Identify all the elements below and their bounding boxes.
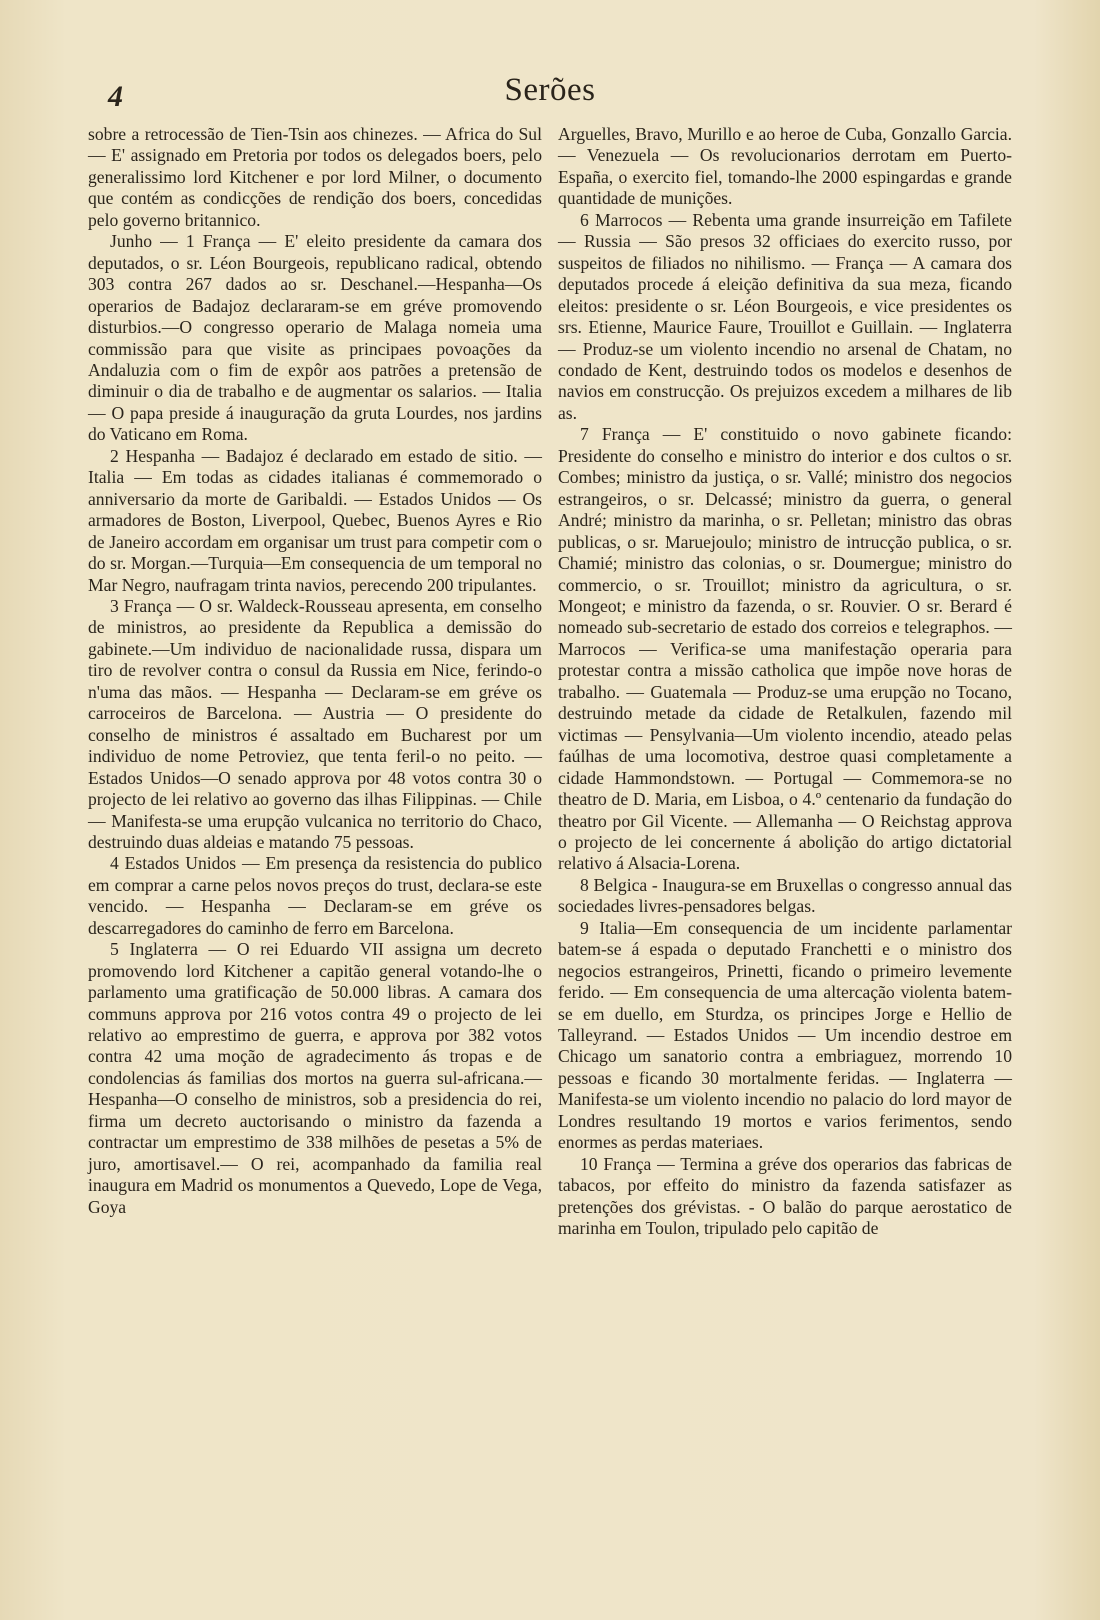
paragraph: 9 Italia—Em consequencia de um incidente parlamentar batem-se á espada o deputado Franchetti e o ministro dos negocios estrangeiros, Prinetti, ficando o primeiro levemente ferido. — Em consequencia de uma altercação violenta batem-se em duello, em Sturdza, os principes Jorge e Hellio de Talleyrand. — Estados Unidos — Um incendio destroe em Chicago um sanatorio contra a embriaguez, morrendo 10 pessoas e ficando 30 mortalmente feridas. — Inglaterra — Manifesta-se um violento incendio no palacio do lord mayor de Londres resultando 19 mortos e varios ferimentos, sendo enormes as perdas materiaes. [558, 917, 1012, 1153]
paragraph: 6 Marrocos — Rebenta uma grande insurreição em Tafilete — Russia — São presos 32 officiaes do exercito russo, por suspeitos de filiados no nihilismo. — França — A camara dos deputados procede á eleição definitiva da sua meza, ficando eleitos: presidente o sr. Léon Bourgeois, e vice presidentes os srs. Etienne, Maurice Faure, Trouillot e Guillain. — Inglaterra — Produz-se um violento incendio no arsenal de Chatam, no condado de Kent, destruindo todos os modelos e desenhos de navios em construcção. Os prejuizos excedem a milhares de lib as. [558, 209, 1012, 423]
running-title: Serões [504, 72, 596, 108]
right-column [558, 124, 1012, 1240]
paragraph: Junho — 1 França — E' eleito presidente da camara dos deputados, o sr. Léon Bourgeois, republicano radical, obtendo 303 contra 267 dados ao sr. Deschanel.—Hespanha—Os operarios de Badajoz declararam-se em gréve promovendo disturbios.—O congresso operario de Malaga nomeia uma commissão para que visite as principaes povoações da Andaluzia com o fim de expôr aos patrões a pretensão de diminuir o dia de trabalho e de augmentar os salarios. — Italia — O papa preside á inauguração da gruta Lourdes, nos jardins do Vaticano em Roma. [88, 231, 542, 445]
paragraph: Arguelles, Bravo, Murillo e ao heroe de Cuba, Gonzallo Garcia. — Venezuela — Os revolucionarios derrotam em Puerto-España, o exercito fiel, tomando-lhe 2000 espingardas e grande quantidade de munições. [558, 124, 1012, 209]
paragraph: 4 Estados Unidos — Em presença da resistencia do publico em comprar a carne pelos novos preços do trust, declara-se este vencido. — Hespanha — Declaram-se em gréve os descarregadores do caminho de ferro em Barcelona. [88, 853, 542, 938]
paragraph: 7 França — E' constituido o novo gabinete ficando: Presidente do conselho e ministro do interior e dos cultos o sr. Combes; ministro da justiça, o sr. Vallé; ministro dos negocios estrangeiros, o sr. Delcassé; ministro da guerra, o general André; ministro da marinha, o sr. Pelletan; ministro das obras publicas, o sr. Maruejoulo; ministro de intrucção publica, o sr. Chamié; ministro das colonias, o sr. Doumergue; ministro do commercio, o sr. Trouillot; ministro da agricultura, o sr. Mongeot; e ministro da fazenda, o sr. Rouvier. O sr. Berard é nomeado sub-secretario de estado dos correios e telegraphos. — Marrocos — Verifica-se uma manifestação operaria para protestar contra a missão catholica que impõe nove horas de trabalho. — Guatemala — Produz-se uma erupção no Tocano, destruindo metade da cidade de Retalkulen, fazendo mil victimas — Pensylvania—Um violento incendio, ateado pelas faúlhas de uma locomotiva, destroe quasi completamente a cidade Hammondstown. — Portugal — Commemora-se no theatro de D. Maria, em Lisboa, o 4.º centenario da fundação do theatro por Gil Vicente. — Allemanha — O Reichstag approva o projecto de lei concernente á abolição do artigo dictatorial relativo á Alsacia-Lorena. [558, 424, 1012, 874]
paragraph: 10 França — Termina a gréve dos operarios das fabricas de tabacos, por effeito do ministro da fazenda satisfazer as pretenções dos grévistas. - O balão do parque aerostatico de marinha em Toulon, tripulado pelo capitão de [558, 1153, 1012, 1239]
paragraph: 8 Belgica - Inaugura-se em Bruxellas o congresso annual das sociedades livres-pensadores belgas. [558, 874, 1012, 917]
paragraph: 3 França — O sr. Waldeck-Rousseau apresenta, em conselho de ministros, ao presidente da Republica a demissão do gabinete.—Um individuo de nacionalidade russa, dispara um tiro de revolver contra o consul da Russia em Nice, ferindo-o n'uma das mãos. — Hespanha — Declaram-se em gréve os carroceiros de Barcelona. — Austria — O presidente do conselho de ministros é assaltado em Bucharest por um individuo de nome Petroviez, que tenta feril-o no peito. — Estados Unidos—O senado approva por 48 votos contra 30 o projecto de lei relativo ao governo das ilhas Filippinas. — Chile — Manifesta-se uma erupção vulcanica no territorio do Chaco, destruindo duas aldeias e matando 75 pessoas. [88, 595, 542, 852]
paragraph: 5 Inglaterra — O rei Eduardo VII assigna um decreto promovendo lord Kitchener a capitão general votando-lhe o parlamento uma gratificação de 50.000 libras. A camara dos communs approva por 216 votos contra 49 o projecto de lei relativo ao emprestimo de guerra, e approva por 382 votos contra 42 uma moção de agradecimento ás tropas e de condolencias ás familias dos mortos na guerra sul-africana.—Hespanha—O conselho de ministros, sob a presidencia do rei, firma um decreto auctorisando o ministro da fazenda a contractar um emprestimo de 338 milhões de pesetas a 5% de juro, amortisavel.— O rei, acompanhado da familia real inaugura em Madrid os monumentos a Quevedo, Lope de Vega, Goya [88, 939, 542, 1217]
paragraph: 2 Hespanha — Badajoz é declarado em estado de sitio. — Italia — Em todas as cidades italianas é commemorado o anniversario da morte de Garibaldi. — Estados Unidos — Os armadores de Boston, Liverpool, Quebec, Buenos Ayres e Rio de Janeiro accordam em organisar um trust para competir com o do sr. Morgan.—Turquia—Em consequencia de um temporal no Mar Negro, naufragam trinta navios, perecendo 200 tripulantes. [88, 445, 542, 595]
page-number: 4 [108, 80, 123, 113]
left-column [88, 124, 542, 1218]
paragraph: sobre a retrocessão de Tien-Tsin aos chinezes. — Africa do Sul — E' assignado em Pretoria por todos os delegados boers, pelo generalissimo lord Kitchener e por lord Milner, o documento que contém as condicções de rendição dos boers, concedidas pelo governo britannico. [88, 124, 542, 230]
